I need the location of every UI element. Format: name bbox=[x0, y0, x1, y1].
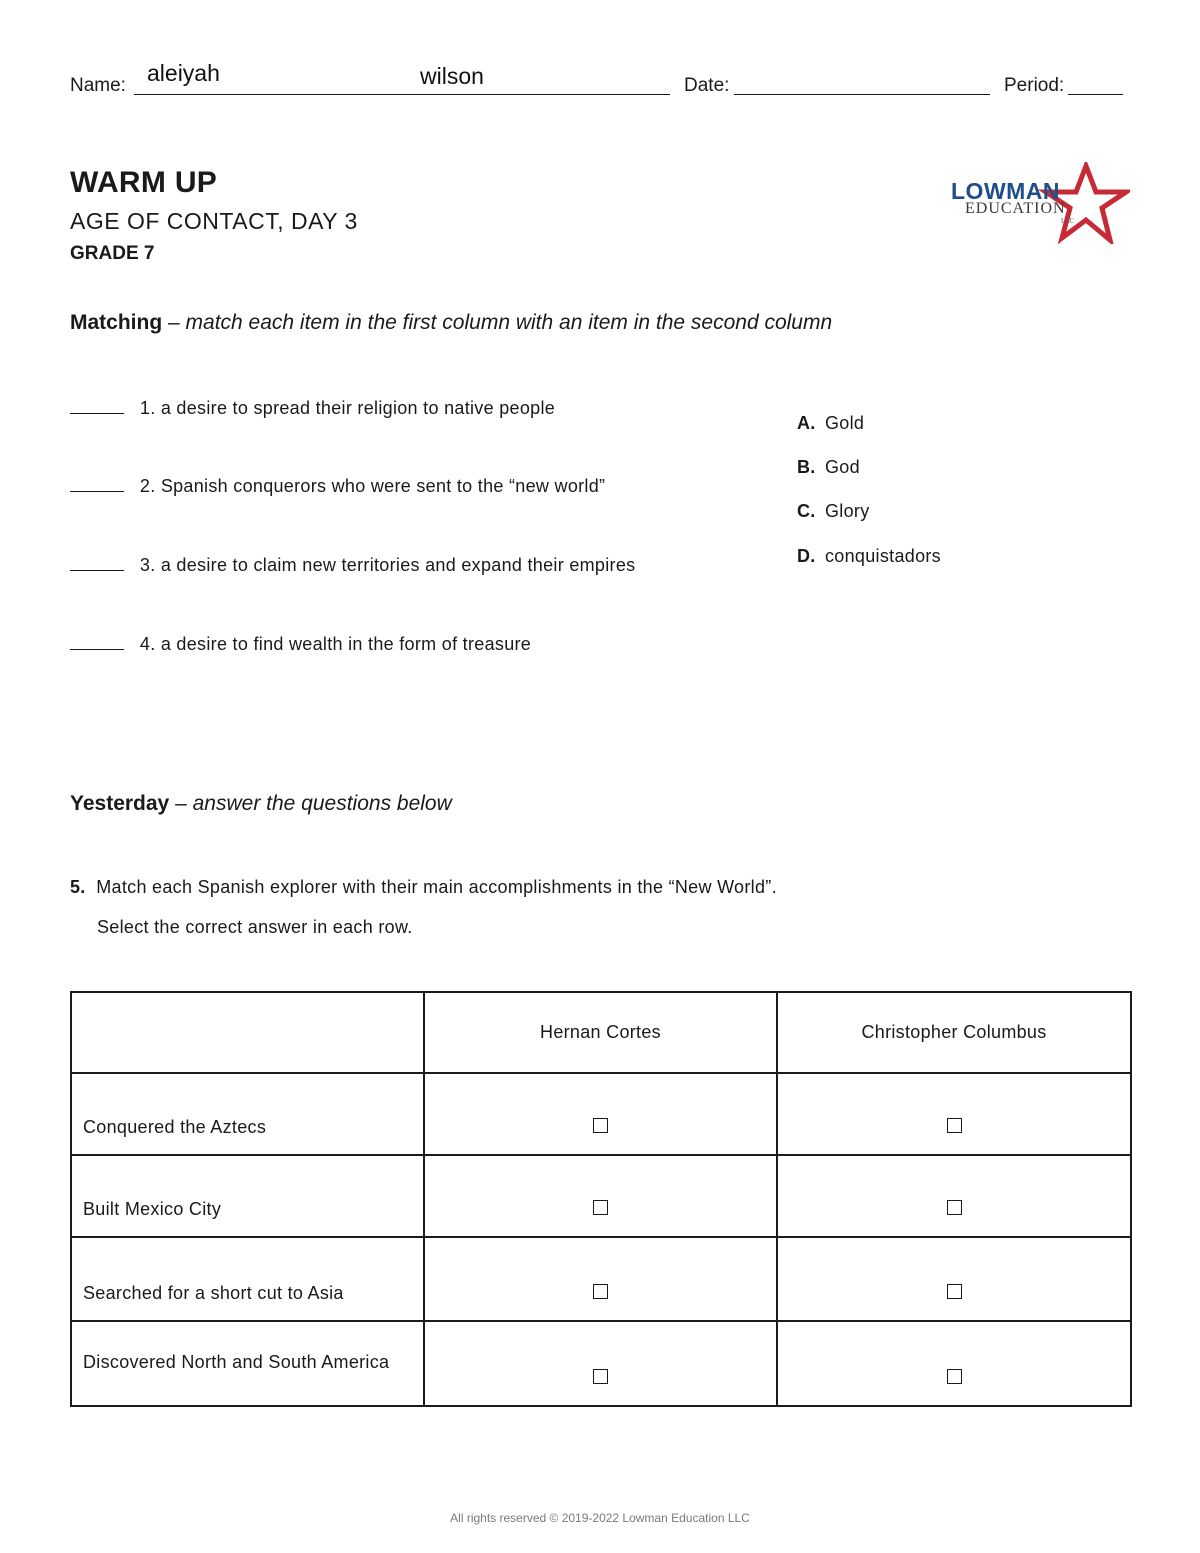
matching-item-3 bbox=[70, 554, 635, 576]
date-line[interactable] bbox=[734, 94, 990, 95]
option-letter: A. bbox=[797, 413, 816, 433]
name-first-value[interactable]: aleiyah bbox=[147, 60, 220, 86]
question-5 bbox=[70, 877, 777, 898]
date-label: Date: bbox=[684, 75, 730, 96]
option-d bbox=[797, 546, 941, 567]
option-text: God bbox=[825, 457, 860, 477]
copyright-footer: All rights reserved © 2019-2022 Lowman Education LLC bbox=[450, 1511, 750, 1525]
logo-lowman-text: LOWMAN bbox=[951, 178, 1061, 204]
option-text: conquistadors bbox=[825, 546, 941, 566]
matching-heading bbox=[70, 311, 832, 335]
matching-item-text: 4. a desire to find wealth in the form of treasure bbox=[139, 634, 532, 654]
yesterday-dash: – bbox=[169, 792, 193, 815]
table-row bbox=[71, 1237, 1131, 1321]
checkbox-columbus-america[interactable] bbox=[947, 1369, 962, 1384]
answer-blank-3[interactable] bbox=[70, 554, 124, 571]
logo-llc-text: LLC bbox=[1061, 217, 1075, 225]
table-row bbox=[71, 1073, 1131, 1155]
matching-item-text: 3. a desire to claim new territories and expand their empires bbox=[139, 555, 636, 575]
matching-item-2 bbox=[70, 475, 605, 497]
checkbox-cortes-america[interactable] bbox=[593, 1369, 608, 1384]
explorer-matrix-table bbox=[70, 991, 1132, 1407]
logo-education-text: EDUCATION bbox=[965, 200, 1066, 217]
yesterday-heading bbox=[70, 792, 452, 816]
checkbox-columbus-asia[interactable] bbox=[947, 1284, 962, 1299]
table-header-row bbox=[71, 992, 1131, 1073]
page-title: WARM UP bbox=[70, 166, 218, 199]
answer-blank-4[interactable] bbox=[70, 633, 124, 650]
answer-blank-1[interactable] bbox=[70, 397, 124, 414]
row-label: Built Mexico City bbox=[71, 1155, 424, 1237]
row-label: Conquered the Aztecs bbox=[71, 1073, 424, 1155]
matching-heading-label: Matching bbox=[70, 311, 163, 334]
row-label: Discovered North and South America bbox=[71, 1321, 424, 1406]
option-b bbox=[797, 457, 860, 478]
table-row bbox=[71, 1321, 1131, 1406]
lowman-education-logo bbox=[950, 162, 1130, 244]
name-line bbox=[134, 94, 670, 95]
option-letter: B. bbox=[797, 457, 816, 477]
option-c bbox=[797, 501, 870, 522]
matching-item-text: 2. Spanish conquerors who were sent to the “new world” bbox=[139, 476, 606, 496]
checkbox-columbus-aztecs[interactable] bbox=[947, 1118, 962, 1133]
yesterday-instruction: answer the questions below bbox=[192, 792, 452, 815]
question-number: 5. bbox=[70, 877, 86, 897]
option-text: Gold bbox=[825, 413, 865, 433]
table-row bbox=[71, 1155, 1131, 1237]
option-letter: D. bbox=[797, 546, 816, 566]
name-label: Name: bbox=[70, 75, 126, 96]
option-text: Glory bbox=[825, 501, 870, 521]
option-a bbox=[797, 413, 864, 434]
matching-item-text: 1. a desire to spread their religion to native people bbox=[139, 398, 556, 418]
column-header-columbus: Christopher Columbus bbox=[777, 992, 1131, 1073]
checkbox-cortes-mexico-city[interactable] bbox=[593, 1200, 608, 1215]
checkbox-columbus-mexico-city[interactable] bbox=[947, 1200, 962, 1215]
period-line[interactable] bbox=[1068, 94, 1123, 95]
matching-instruction: match each item in the first column with an item in the second column bbox=[185, 311, 833, 334]
question-5-sub: Select the correct answer in each row. bbox=[97, 917, 413, 937]
matching-item-4 bbox=[70, 633, 531, 655]
column-header-cortes: Hernan Cortes bbox=[424, 992, 777, 1073]
period-label: Period: bbox=[1004, 75, 1065, 96]
grade-label: GRADE 7 bbox=[70, 243, 155, 264]
table-corner-cell bbox=[71, 992, 424, 1073]
yesterday-heading-label: Yesterday bbox=[70, 792, 170, 815]
option-letter: C. bbox=[797, 501, 816, 521]
name-last-value[interactable]: wilson bbox=[420, 63, 484, 89]
page-subtitle: AGE OF CONTACT, DAY 3 bbox=[70, 208, 358, 234]
row-label: Searched for a short cut to Asia bbox=[71, 1237, 424, 1321]
answer-blank-2[interactable] bbox=[70, 475, 124, 492]
matching-item-1 bbox=[70, 397, 555, 419]
question-text: Match each Spanish explorer with their main accomplishments in the “New World”. bbox=[96, 877, 777, 897]
checkbox-cortes-asia[interactable] bbox=[593, 1284, 608, 1299]
checkbox-cortes-aztecs[interactable] bbox=[593, 1118, 608, 1133]
matching-dash: – bbox=[162, 311, 186, 334]
